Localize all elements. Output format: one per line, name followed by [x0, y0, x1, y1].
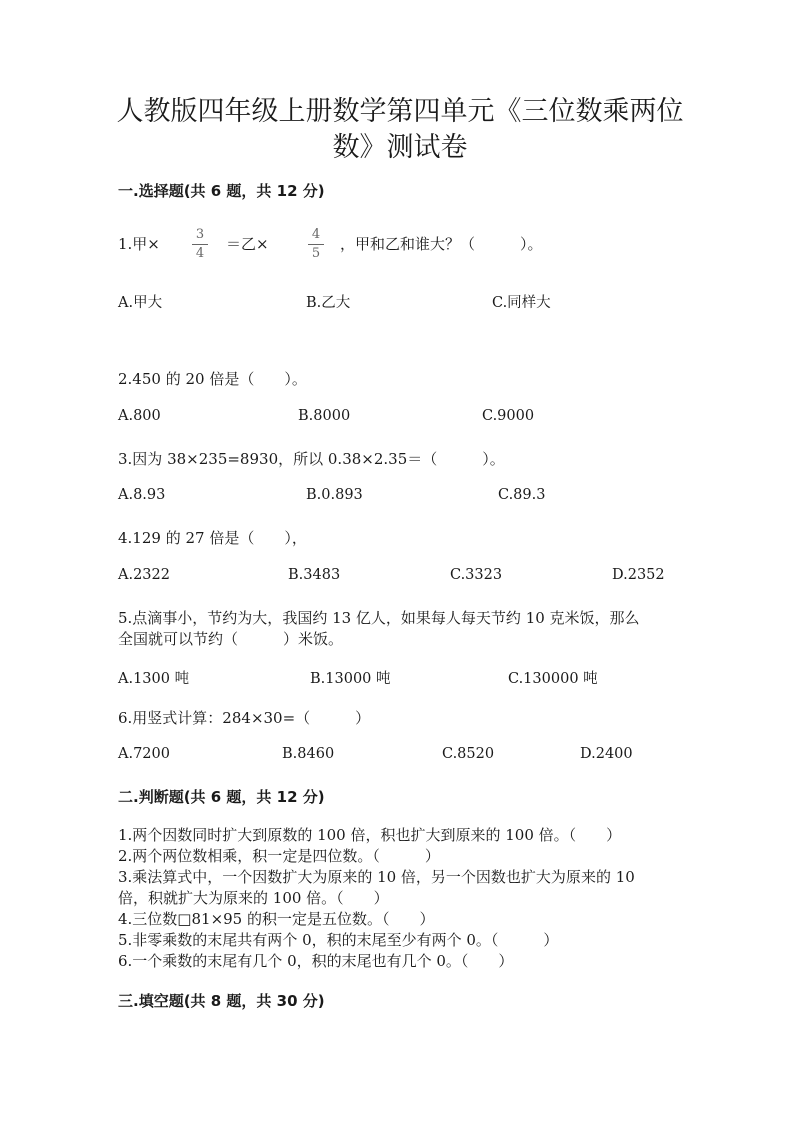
- q5-option-c: C.130000 吨: [508, 671, 598, 687]
- q3-option-a: A.8.93: [118, 487, 166, 503]
- fraction-three-quarters: [190, 227, 210, 262]
- q6-option-c: C.8520: [442, 746, 495, 762]
- fraction-numerator: 4: [311, 227, 321, 242]
- q1-option-a: A.甲大: [118, 295, 163, 311]
- question-1-stem-b: ＝乙×: [226, 235, 269, 253]
- page-title-line2: 数》测试卷: [332, 132, 468, 163]
- q3-option-c: C.89.3: [498, 487, 546, 503]
- q4-option-a: A.2322: [118, 567, 170, 583]
- judge-line-1: 1.两个因数同时扩大到原数的 100 倍，积也扩大到原来的 100 倍。（ ）: [118, 826, 622, 844]
- question-2-stem: 2.450 的 20 倍是（ ）。: [118, 370, 307, 388]
- judge-line-3: 3.乘法算式中，一个因数扩大为原来的 10 倍，另一个因数也扩大为原来的 10: [118, 868, 635, 886]
- q2-option-c: C.9000: [482, 408, 535, 424]
- q6-option-a: A.7200: [118, 746, 170, 762]
- question-1-stem-c: ，甲和乙和谁大？（ ）。: [340, 235, 543, 253]
- fraction-denominator: 4: [195, 246, 205, 261]
- section-heading-true-false: 二.判断题(共 6 题，共 12 分): [118, 788, 325, 806]
- q4-option-d: D.2352: [612, 567, 665, 583]
- fraction-numerator: 3: [195, 227, 205, 242]
- q5-option-a: A.1300 吨: [118, 671, 190, 687]
- section-heading-fill-blank: 三.填空题(共 8 题，共 30 分): [118, 992, 325, 1010]
- question-6-stem: 6.用竖式计算：284×30=（ ）: [118, 709, 371, 727]
- page-title-line1: 人教版四年级上册数学第四单元《三位数乘两位: [116, 96, 684, 127]
- q1-option-b: B.乙大: [306, 295, 351, 311]
- question-3-stem: 3.因为 38×235=8930，所以 0.38×2.35＝（ ）。: [118, 450, 505, 468]
- fraction-four-fifths: [306, 227, 326, 262]
- q2-option-b: B.8000: [298, 408, 351, 424]
- fraction-bar: [192, 244, 208, 245]
- q5-option-b: B.13000 吨: [310, 671, 391, 687]
- question-5-stem-line2: 全国就可以节约（ ）米饭。: [118, 630, 344, 648]
- q4-option-b: B.3483: [288, 567, 341, 583]
- fraction-denominator: 5: [311, 246, 321, 261]
- q6-option-d: D.2400: [580, 746, 633, 762]
- q2-option-a: A.800: [118, 408, 161, 424]
- judge-line-2: 2.两个两位数相乘，积一定是四位数。（ ）: [118, 847, 440, 865]
- question-1-stem-a: 1.甲×: [118, 235, 160, 253]
- q4-option-c: C.3323: [450, 567, 503, 583]
- question-4-stem: 4.129 的 27 倍是（ ），: [118, 529, 307, 547]
- judge-line-3-cont: 倍，积就扩大为原来的 100 倍。（ ）: [118, 889, 389, 907]
- judge-line-4: 4.三位数□81×95 的积一定是五位数。（ ）: [118, 910, 435, 928]
- q3-option-b: B.0.893: [306, 487, 363, 503]
- question-5-stem-line1: 5.点滴事小，节约为大，我国约 13 亿人，如果每人每天节约 10 克米饭，那么: [118, 609, 640, 627]
- fraction-bar: [308, 244, 324, 245]
- judge-line-5: 5.非零乘数的末尾共有两个 0，积的末尾至少有两个 0。（ ）: [118, 931, 559, 949]
- section-heading-choice: 一.选择题(共 6 题，共 12 分): [118, 182, 325, 200]
- q6-option-b: B.8460: [282, 746, 335, 762]
- q1-option-c: C.同样大: [492, 295, 551, 311]
- judge-line-6: 6.一个乘数的末尾有几个 0，积的末尾也有几个 0。（ ）: [118, 952, 514, 970]
